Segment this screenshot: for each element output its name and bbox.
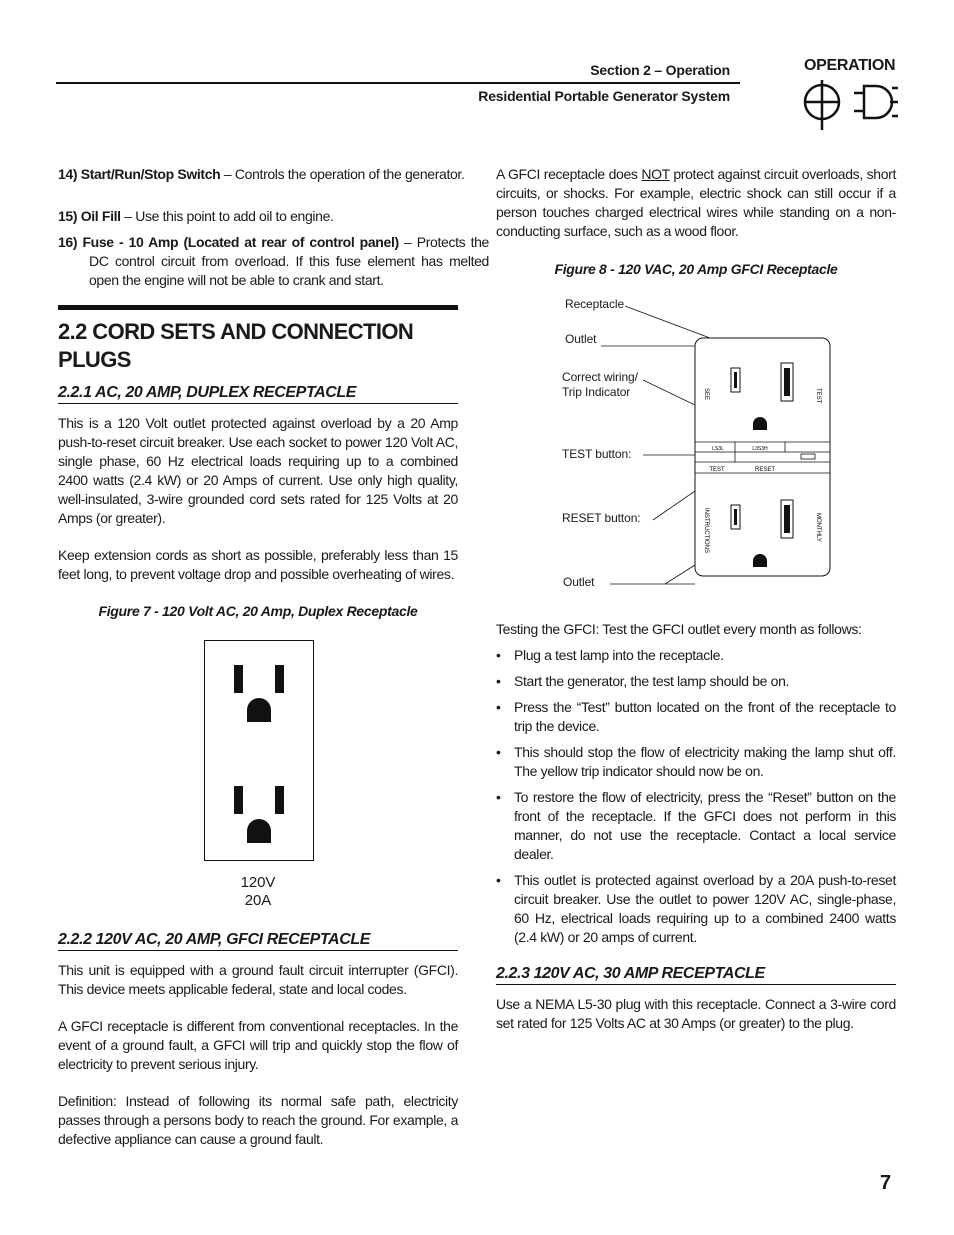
- plate-tstl-text: LS3L: [712, 446, 724, 452]
- header-rule: [56, 82, 740, 84]
- label-reset-button: RESET button:: [562, 511, 641, 525]
- label-receptacle: Receptacle: [565, 297, 625, 311]
- subsection-2-2-1-paragraph-2: Keep extension cords as short as possible, preferably less than 15 feet long, to prevent voltage drop and possible overheating of wires.: [58, 547, 458, 582]
- plate-tsr-text: L3S3H: [752, 446, 768, 452]
- section-title: 2.2 CORD SETS AND CONNECTION PLUGS: [58, 319, 414, 372]
- header-system: Residential Portable Generator System: [478, 88, 730, 104]
- testing-step: • To restore the flow of electricity, press the “Reset” button on the front of the receptacle. If the GFCI does not perform in this manner, do not use the receptacle. Contact a local service dealer.: [496, 788, 896, 864]
- subsection-2-2-2-paragraph-3: Definition: Instead of following its normal safe path, electricity passes through a persons body to reach the ground. For example, a defective appliance can cause a ground fault.: [58, 1093, 458, 1147]
- subsection-2-2-2-paragraph-1: This unit is equipped with a ground fault circuit interrupter (GFCI). This device meets applicable federal, state and local codes.: [58, 962, 458, 997]
- testing-step: • This outlet is protected against overload by a 20A push-to-reset circuit breaker. Use the outlet to power 120V AC, single-phase, 60 Hz, electrical loads requiring up to a combined 2400 watts (2.4 kW) or 20 amps of current.: [496, 871, 896, 947]
- subsection-2-2-3-paragraph: Use a NEMA L5-30 plug with this receptacle. Connect a 3-wire cord set rated for 125 Volts AC at 30 Amps (or greater) to the plug.: [496, 996, 896, 1031]
- item-15: [58, 207, 458, 226]
- subsection-2-2-2-paragraph-2: A GFCI receptacle is different from conventional receptacles. In the event of a ground fault, a GFCI will trip and quickly stop the flow of electricity to prevent serious injury.: [58, 1018, 458, 1072]
- item-16-label: 16) Fuse - 10 Amp (Located at rear of control panel): [58, 234, 399, 250]
- header-section: Section 2 – Operation: [590, 62, 730, 78]
- plate-see-text: SEE: [703, 388, 709, 401]
- item-14-label: 14) Start/Run/Stop Switch: [58, 166, 221, 182]
- upper-left-slot: [234, 665, 243, 693]
- item-14-text: – Controls the operation of the generator.: [220, 166, 465, 182]
- testing-step: • This should stop the flow of electricity making the lamp shut off. The yellow trip indicator should now be on.: [496, 743, 896, 781]
- gfci-paragraph-start: A GFCI receptacle does: [496, 166, 642, 182]
- gfci-receptacle-diagram: [555, 290, 840, 590]
- lower-left-slot: [234, 786, 243, 814]
- plug-socket-icon: [800, 78, 900, 132]
- testing-step: • Start the generator, the test lamp should be on.: [496, 672, 896, 691]
- plate-instructions-text: INSTRUCTIONS: [703, 508, 709, 553]
- upper-right-slot: [275, 665, 284, 693]
- figure-7-amp-label: 20A: [244, 892, 272, 909]
- item-15-label: 15) Oil Fill: [58, 208, 121, 224]
- label-correct-wiring-1: Correct wiring/: [562, 370, 638, 384]
- item-14: [58, 165, 489, 184]
- label-correct-wiring-2: Trip Indicator: [562, 385, 631, 399]
- item-16-text: – Protects the DC control circuit from overload. If this fuse element has melted open the engine will not be able to crank and start.: [89, 234, 489, 288]
- plate-test-rot-text: TEST: [815, 388, 821, 404]
- section-bar: [58, 305, 458, 310]
- figure-8-caption: Figure 8 - 120 VAC, 20 Amp GFCI Receptacle: [554, 261, 838, 277]
- subsection-2-2-1-paragraph-1: This is a 120 Volt outlet protected against overload by a 20 Amp push-to-reset circuit breaker. Use each socket to power 120 Volt AC, single phase, 60 Hz electrical loads requiring up to a combined 2400 watts (2.4 kW) or 20 Amps of current. Use only high quality, well-insulated, 3-wire grounded cord sets rated for 125 Volts at 20 Amps (or greater).: [58, 415, 458, 526]
- plate-reset-text: RESET: [754, 467, 776, 473]
- item-15-text: – Use this point to add oil to engine.: [120, 208, 334, 224]
- testing-intro: Testing the GFCI: Test the GFCI outlet every month as follows:: [496, 621, 862, 637]
- lower-ground-hole: [247, 819, 271, 843]
- gfci-paragraph-end: protect against circuit overloads, short circuits, or shocks. For example, electric shock can still occur if a person touches charged electrical wires while standing on a non-conducting surface, such as a wood floor.: [496, 166, 896, 239]
- testing-step: • Plug a test lamp into the receptacle.: [496, 646, 896, 665]
- upper-ground-hole: [247, 698, 271, 722]
- plate-test-text: TEST: [709, 467, 725, 473]
- testing-steps-list: [496, 646, 896, 954]
- label-outlet-bottom: Outlet: [563, 575, 595, 589]
- subsection-2-2-1-title: 2.2.1 AC, 20 AMP, DUPLEX RECEPTACLE: [58, 384, 458, 404]
- gfci-paragraph-not: NOT: [641, 166, 670, 182]
- label-test-button: TEST button:: [562, 447, 632, 461]
- testing-step: • Press the “Test” button located on the front of the receptacle to trip the device.: [496, 698, 896, 736]
- subsection-2-2-3-title: 2.2.3 120V AC, 30 AMP RECEPTACLE: [496, 965, 896, 985]
- figure-7-caption: Figure 7 - 120 Volt AC, 20 Amp, Duplex Receptacle: [98, 603, 418, 619]
- subsection-2-2-2-title: 2.2.2 120V AC, 20 AMP, GFCI RECEPTACLE: [58, 931, 458, 951]
- gfci-not-protect-paragraph: [496, 165, 896, 241]
- plate-monthly-text: MONTHLY: [815, 513, 821, 542]
- label-outlet-top: Outlet: [565, 332, 597, 346]
- lower-right-slot: [275, 786, 284, 814]
- item-16: [58, 233, 489, 290]
- operation-label: OPERATION: [804, 57, 896, 74]
- duplex-receptacle-diagram: [204, 640, 314, 862]
- page-number: 7: [880, 1172, 892, 1194]
- figure-7-voltage-label: 120V: [240, 874, 276, 891]
